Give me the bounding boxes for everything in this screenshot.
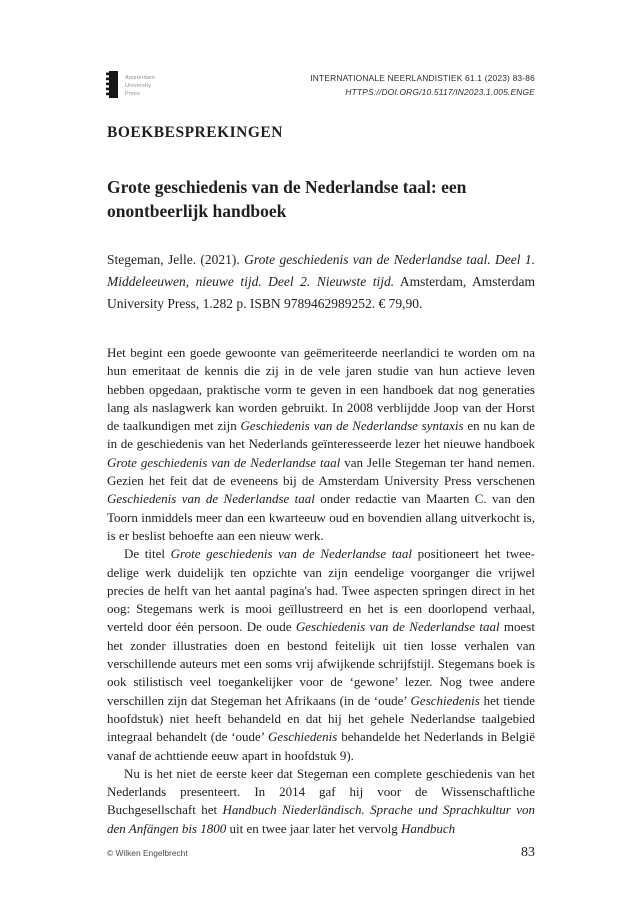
aup-logo [106,71,155,98]
paragraph [107,765,535,838]
text-run: moest het zonder illustraties doen en bestond feitelijk uit tien losse verhalen van verschillende auteurs met een soms vrij afwijkende schrijfstijl. Stegemans boek is ook stilistisch veel toegankelijker voor de ‘gewone’ lezer. Nog twee andere verschillen zijn dat Stegeman het Afrikaans (in de ‘oude’ [107,619,535,708]
journal-issue-line: INTERNATIONALE NEERLANDISTIEK 61.1 (2023) 83-86 [310,73,535,83]
aup-logo-text-line: University [125,83,152,89]
italic-text-run: Geschiedenis [268,729,338,745]
text-run: positioneert het tweedelige werk duidelijk ten opzichte van zijn eendelige voorganger die vrijwel precies de helft van het aantal pagina's had. Twee aspecten springen direct in het oog: Stegemans werk is mooi geïllustreerd en het is een doorlopend verhaal, verteld door één persoon. De oude [107,546,535,635]
italic-text-run: Geschiedenis van de Nederlandse syntaxis [240,418,464,434]
italic-text-run: Handbuch [400,820,456,836]
text-run: De titel [124,546,171,562]
text-run: Het begint een goede gewoonte van geëmeriteerde neerlandici te worden om na hun emeritaat de kennis die zij in de vele jaren studie van hun actieve leven hebben opgedaan, praktische vorm te geven in een handboek dat nog generaties lang als naslagwerk kan worden gebruikt. In 2008 verblijdde Joop van der Horst de taalkundigen met zijn [107,345,535,434]
text-run: Amsterdam, Amsterdam University Press, 1.282 p. ISBN 9789462989252. € 79,90. [107,274,535,311]
page-number: 83 [521,845,535,860]
italic-text-run: Grote geschiedenis van de Nederlandse taal [170,546,412,562]
article-title [107,176,539,223]
aup-logo-icon [106,71,118,98]
italic-text-run: Geschiedenis [410,692,480,708]
text-run: Stegeman, Jelle. (2021). [107,252,245,267]
italic-text-run: Geschiedenis van de Nederlandse taal [295,619,500,635]
aup-logo-text-line: Press [125,91,141,97]
title-line: Grote geschiedenis van de Nederlandse taal: een [107,177,467,197]
page-footer [107,845,535,861]
text-run: en nu kan de in de geschiedenis van het Nederlands geïnteresseerde lezer het nieuwe handboek [107,418,535,452]
paragraph [107,545,535,765]
aup-logo-text [125,71,155,98]
citation-block [107,249,535,315]
italic-text-run: Grote geschiedenis van de Nederlandse taal. Deel 1. Middeleeuwen, nieuwe tijd. Deel 2. Nieuwste tijd. [107,252,535,289]
copyright-notice: © Wilken Engelbrecht [107,848,188,858]
text-run: van Jelle Stegeman ter hand nemen. Gezien het feit dat de eveneens bij de Amsterdam University Press verschenen [107,454,535,489]
text-run: behandelde het Nederlands in België vanaf de achttiende eeuw apart in hoofdstuk 9). [107,729,535,763]
text-run: uit en twee jaar later het vervolg [226,820,401,836]
italic-text-run: Geschiedenis van de Nederlandse taal [107,491,315,507]
italic-text-run: Handbuch Niederländisch. Sprache und Sprachkultur von den Anfängen bis 1800 [107,802,536,836]
aup-logo-text-line: Amsterdam [125,75,155,81]
italic-text-run: Grote geschiedenis van de Nederlandse taal [107,454,341,470]
text-run: Nu is het niet de eerste keer dat Stegeman een complete geschiedenis van het Nederlands presenteert. In 2014 gaf hij voor de Wissenschaftliche Buchgesellschaft het [107,765,535,818]
doi-line: HTTPS://DOI.ORG/10.5117/IN2023.1.005.ENGE [345,86,535,97]
paragraph [107,344,535,545]
text-run: het tiende hoofdstuk) niet heeft behandeld en dat hij het gehele Nederlandse taalgebied integraal behandelt (de ‘oude’ [107,692,535,745]
section-heading: BOEKBESPREKINGEN [107,124,283,141]
body-paragraphs [107,344,535,838]
title-line: onontbeerlijk handboek [107,200,287,221]
text-run: onder redactie van Maarten C. van den Toorn inmiddels meer dan een kwarteeuw oud en bovendien allang uitverkocht is, is er beslist behoefte aan een nieuw werk. [107,491,535,543]
journal-header [310,72,535,99]
